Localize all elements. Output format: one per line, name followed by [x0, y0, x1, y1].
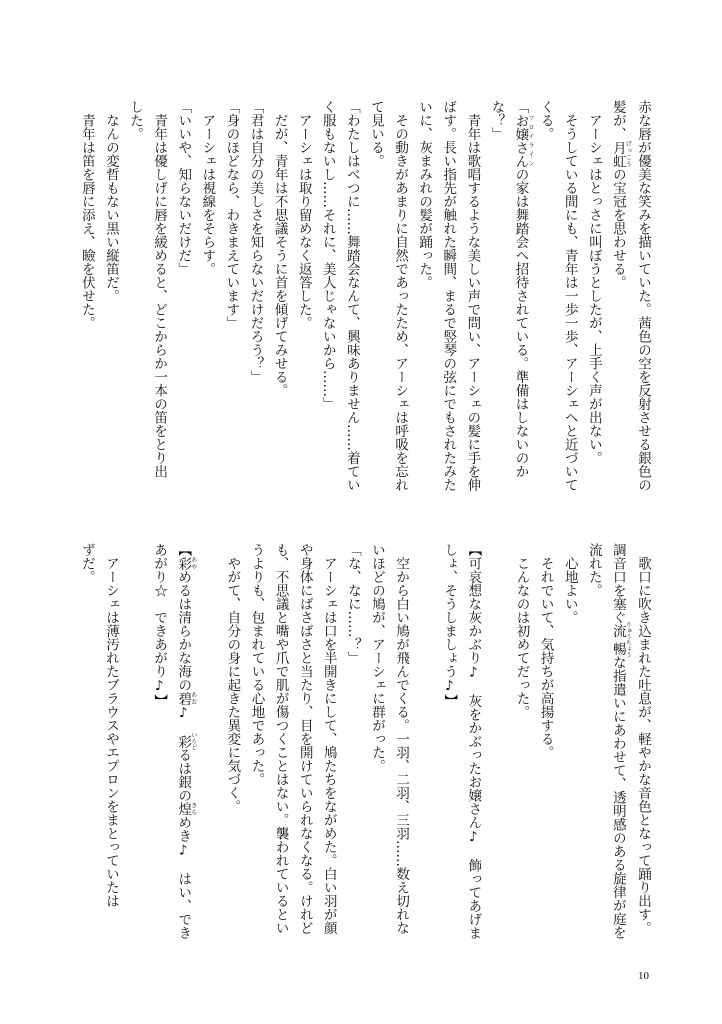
- ruby-annotation: 煌きら: [175, 802, 197, 816]
- ruby-annotation: 碧あお: [175, 691, 197, 705]
- text-line: 「いいや、知らないだけだ」: [175, 100, 192, 276]
- text-line: だが、青年は不思議そうに首を傾げてみせる。: [271, 100, 288, 397]
- text-line: くる。: [537, 100, 554, 141]
- text-line: した。: [127, 100, 144, 141]
- ruby-annotation: 月虹げっこう: [609, 140, 632, 168]
- text-line: 青年は歌唱するような美しい声で問い、アーシェの髪に手を伸: [464, 100, 481, 492]
- text-line: アーシェはとっさに叫ぼうとしたが、上手く声が出ない。: [585, 100, 602, 465]
- ruby-annotation: 流暢りゅうちょう: [609, 621, 632, 658]
- text-line: 青年は優しげに唇を緩めると、どこからか一本の笛をとり出: [151, 100, 168, 478]
- text-line: [123, 543, 147, 949]
- text-line: アーシェは取り留めなく返答した。: [295, 100, 312, 330]
- text-line: 調音口を塞ぐ流暢りゅうちょうな指遣いにあわせて、透明感のある旋律が庭を: [609, 543, 632, 939]
- text-line: しょ、そうしましょう♪】: [441, 543, 458, 708]
- upper-text-block: [75, 100, 655, 506]
- text-line: 「な、なに……？」: [344, 543, 361, 665]
- text-line: 空から白い鳩が飛んでくる。一羽、二羽、三羽……数え切れな: [393, 543, 410, 935]
- text-line: 赤な唇が優美な笑みを描いていた。茜色の空を反射させる銀色の: [635, 100, 651, 492]
- text-line: 髪が、月虹げっこうの宝冠を思わせる。: [609, 100, 632, 289]
- text-line: あがり☆ できあがり♪】: [151, 543, 168, 708]
- text-line: [413, 543, 437, 949]
- text-line: 【可哀想な灰かぶり♪ 灰をかぶったお嬢さん♪ 飾ってあげま: [465, 543, 482, 940]
- ruby-annotation: 彩いろど: [175, 732, 197, 751]
- text-line: アーシェは視線をそらす。: [199, 100, 216, 276]
- text-line: ずだ。: [78, 543, 95, 584]
- text-line: 【彩あやめるは清らかな海の碧あお♪ 彩いろどるは銀の煌きらめき♪ はい、でき: [175, 543, 197, 940]
- text-line: 心地よい。: [561, 543, 578, 624]
- text-line: 「君は自分の美しさを知らないだけだろう？」: [247, 100, 264, 384]
- text-line: て見いる。: [367, 100, 384, 168]
- text-line: も、不思議と嘴や爪で肌が傷つくことはない。襲われているとい: [272, 543, 289, 935]
- text-line: や身体にばさばさと当たり、目を開けていられなくなる。けれど: [296, 543, 313, 935]
- page-number: 10: [638, 970, 649, 982]
- text-line: なんの変哲もない黒い縦笛だ。: [102, 100, 119, 303]
- text-line: やがて、自分の身に起きた異変に気づく。: [224, 543, 241, 813]
- text-line: 歌口に吹き込まれた吐息が、軽やかな音色となって踊り出す。: [635, 543, 651, 935]
- text-line: 「わたしはべつに……舞踏会なんて、興味ありません……着てい: [343, 100, 360, 492]
- text-line: いほどの鳩が、アーシェに群がった。: [368, 543, 385, 773]
- text-line: く服もないし……それに、美人じゃないから……」: [319, 100, 336, 411]
- text-line: アーシェは薄汚れたブラウスやエプロンをまとっていたは: [102, 543, 119, 908]
- text-line: いに、灰まみれの髪が踊った。: [416, 100, 433, 289]
- lower-text-block: [75, 543, 655, 949]
- text-line: 「お嬢さんフロイラインの家は舞踏会へ招待されている。準備はしないのか: [512, 100, 535, 478]
- text-line: うよりも、包まれている心地であった。: [248, 543, 265, 786]
- text-line: 流れた。: [585, 543, 602, 597]
- ruby-annotation: お嬢さんフロイライン: [512, 113, 535, 168]
- text-line: 「身のほどなら、わきまえています」: [223, 100, 240, 330]
- text-line: 青年は笛を唇に添え、瞼を伏せた。: [78, 100, 95, 330]
- text-line: [196, 543, 220, 949]
- text-line: な？」: [488, 100, 505, 141]
- ruby-annotation: 彩あや: [175, 556, 197, 570]
- text-line: [485, 543, 509, 949]
- text-line: そうしている間にも、青年は一歩一歩、アーシェへと近づいて: [561, 100, 578, 492]
- text-line: アーシェは口を半開きにして、鳩たちをながめた。白い羽が顔: [320, 543, 337, 935]
- text-line: それでいて、気持ちが高揚する。: [537, 543, 554, 759]
- text-line: その動きがあまりに自然であったため、アーシェは呼吸を忘れ: [392, 100, 409, 492]
- text-line: こんなのは初めてだった。: [513, 543, 530, 719]
- text-line: ばす。長い指先が触れた瞬間、まるで竪琴の弦にでもされたみた: [440, 100, 457, 492]
